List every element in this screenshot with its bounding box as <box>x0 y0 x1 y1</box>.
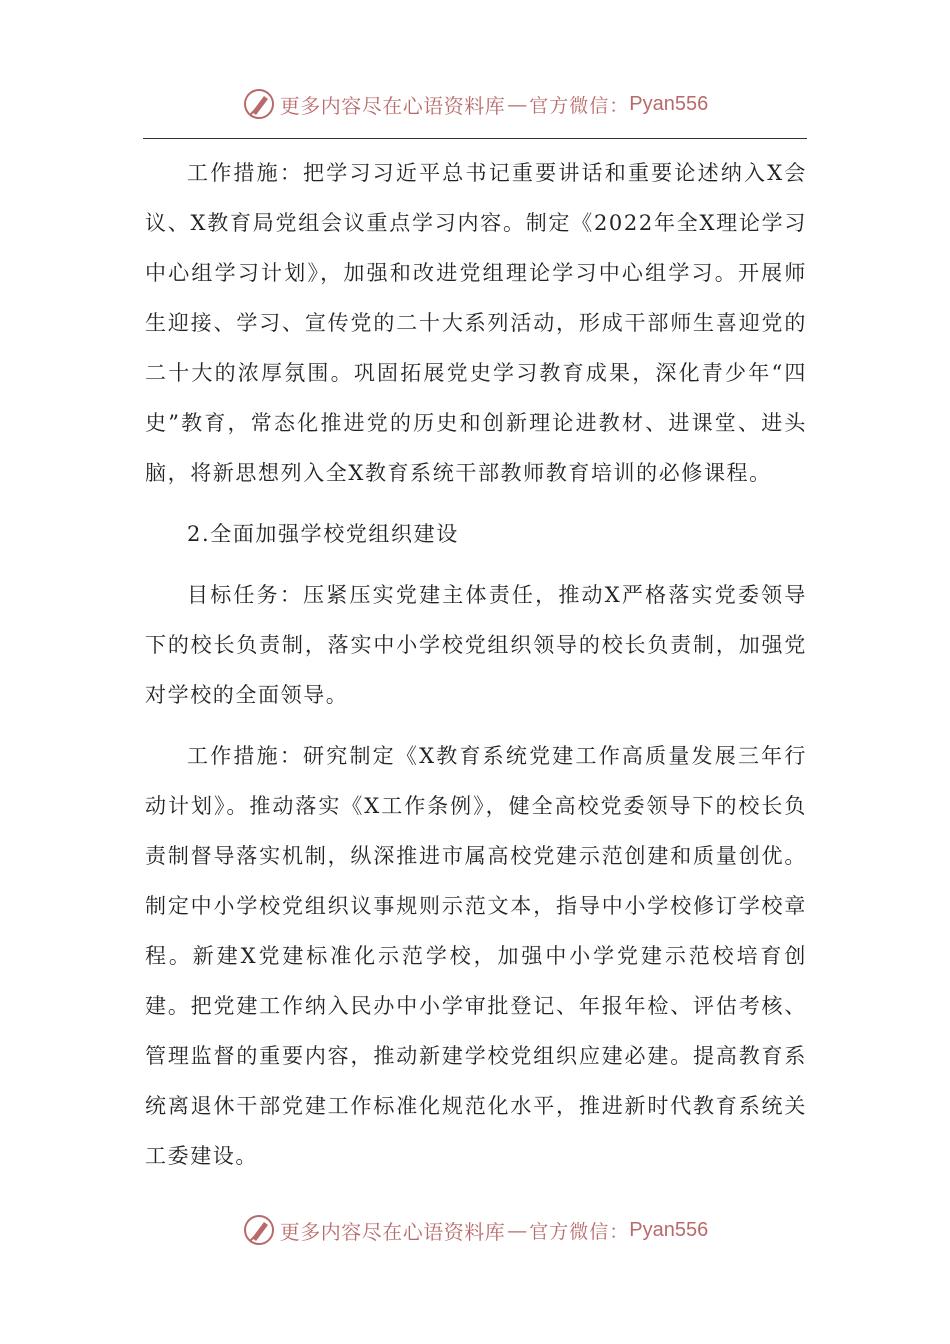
header-banner <box>0 82 950 126</box>
banner-brand: 更多内容尽在心语资料库 <box>279 93 506 118</box>
pen-nib-icon <box>242 87 276 121</box>
paragraph-work-measures-2: 工作措施：研究制定《X教育系统党建工作高质量发展三年行动计划》。推动落实《X工作条例》，健全高校党委领导下的校长负责制督导落实机制，纵深推进市属高校党建示范创建和质量创优。制定中小学校党组织议事规则示范文本，指导中小学校修订学校章程。新建X党建标准化示范学校，加强中小学党建示范校培育创建。把党建工作纳入民办中小学审批登记、年报年检、评估考核、管理监督的重要内容，推动新建学校党组织应建必建。提高教育系统离退休干部党建工作标准化规范化水平，推进新时代教育系统关工委建设。 <box>145 744 807 1168</box>
pen-nib-icon <box>242 1213 276 1247</box>
section-heading: 2.全面加强学校党组织建设 <box>187 522 459 546</box>
paragraph-work-measures-1: 工作措施：把学习习近平总书记重要讲话和重要论述纳入X会议、X教育局党组会议重点学习内容。制定《2022年全X理论学习中心组学习计划》，加强和改进党组理论学习中心组学习。开展师生迎接、学习、宣传党的二十大系列活动，形成干部师生喜迎党的二十大的浓厚氛围。巩固拓展党史学习教育成果，深化青少年“四史”教育，常态化推进党的历史和创新理论进教材、进课堂、进头脑，将新思想列入全X教育系统干部教师教育培训的必修课程。 <box>145 161 807 485</box>
footer-banner <box>0 1208 950 1252</box>
banner-wechat-label: 官方微信： <box>529 94 630 117</box>
paragraph-target-task: 目标任务：压紧压实党建主体责任，推动X严格落实党委领导下的校长负责制，落实中小学校党组织领导的校长负责制，加强党对学校的全面领导。 <box>145 583 807 707</box>
banner-wechat-label: 官方微信： <box>529 1220 630 1243</box>
header-divider <box>143 138 807 139</box>
banner-dash: — <box>507 1218 528 1242</box>
document-body <box>145 148 807 1181</box>
banner-wechat-id: Pyan556 <box>629 92 709 115</box>
banner-dash: — <box>507 92 528 116</box>
banner-brand: 更多内容尽在心语资料库 <box>279 1219 506 1244</box>
banner-wechat-id: Pyan556 <box>629 1218 709 1241</box>
